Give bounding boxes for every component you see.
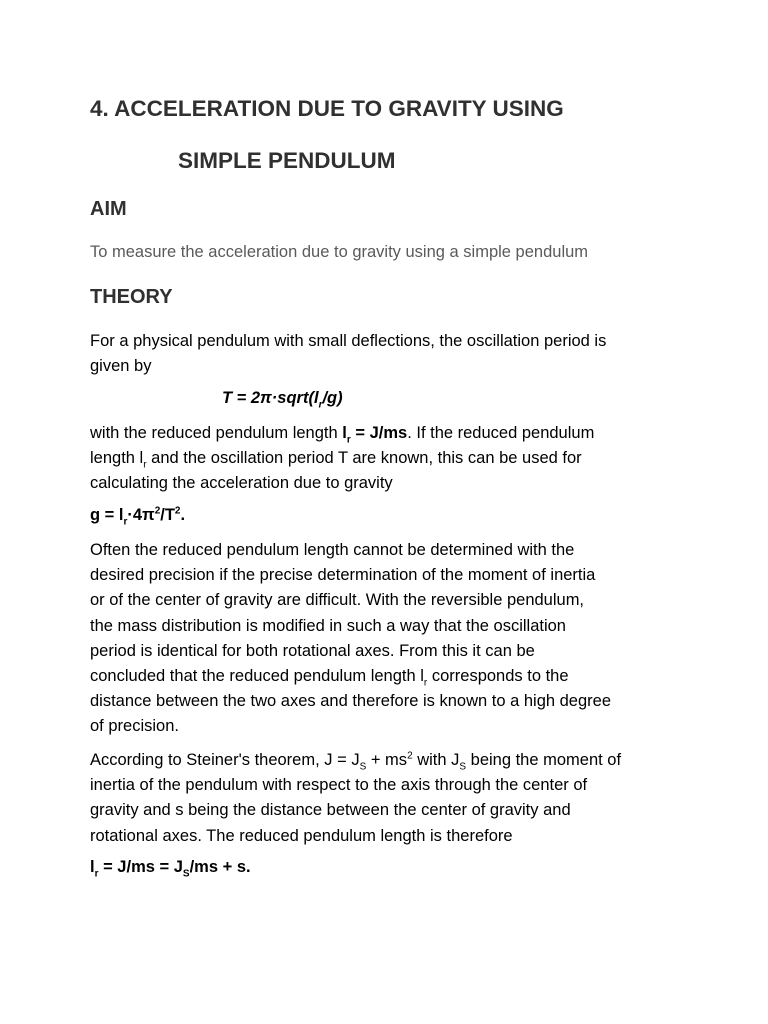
aim-text: To measure the acceleration due to gravity using a simple pendulum [90,243,589,261]
paragraph-line: For a physical pendulum with small deflections, the oscillation period is [90,332,607,350]
paragraph-line [90,421,690,446]
formula-part: = J/ms = J [98,858,183,876]
formula-subscript: r [94,868,99,880]
paragraph-line: inertia of the pendulum with respect to the axis through the center of [90,776,588,795]
formula-subscript: r [346,434,351,446]
text-run: corresponds to the [427,667,569,686]
subscript: r [423,677,428,689]
text-run: with the reduced pendulum length [90,424,343,442]
paragraph-line [90,446,690,471]
formula-subscript: S [182,868,190,880]
formula-part: l [342,424,347,442]
superscript: 2 [407,750,413,762]
formula-subscript: r [318,399,323,411]
paragraph-line: or of the center of gravity are difficult. With the reversible pendulum, [90,591,585,610]
text-run: . If the reduced pendulum [407,424,595,442]
paragraph-line: gravity and s being the distance between the center of gravity and [90,801,571,820]
paragraph-line: calculating the acceleration due to gravity [90,474,393,493]
formula-part: ·4π [127,506,155,524]
text-run: being the moment of [466,751,622,769]
formula-part: T = 2π·sqrt(l [222,389,319,407]
paragraph-line: distance between the two axes and therefore is known to a high degree [90,692,612,711]
formula-part: /g) [322,389,343,407]
paragraph-line: period is identical for both rotational axes. From this it can be [90,641,535,660]
text-run: concluded that the reduced pendulum length l [90,667,424,686]
paragraph-line: Often the reduced pendulum length cannot be determined with the [90,541,575,559]
text-run: According to Steiner's theorem, J = J [90,751,360,769]
paragraph-line [90,748,690,773]
formula-superscript: 2 [174,505,181,517]
title-line-2: SIMPLE PENDULUM [178,148,396,173]
formula-superscript: 2 [154,505,161,517]
paragraph-line: rotational axes. The reduced pendulum length is therefore [90,826,513,845]
paragraph-line: given by [90,357,152,376]
aim-heading: AIM [90,198,127,220]
formula-part: l [90,858,95,876]
paragraph-line: the mass distribution is modified in such a way that the oscillation [90,616,566,635]
period-formula [222,389,343,411]
formula-part: . [180,506,186,524]
formula-part: = J/ms [350,424,408,442]
subscript: S [459,761,467,773]
formula-subscript: r [123,516,128,528]
title-line-1: 4. ACCELERATION DUE TO GRAVITY USING [90,96,564,121]
text-run: with J [412,751,460,769]
gravity-formula [90,505,186,528]
formula-part: g = l [90,506,124,524]
text-run: length l [90,449,144,468]
theory-paragraph-2 [90,421,690,497]
formula-part: /T [160,506,175,524]
text-run: + ms [366,751,408,769]
subscript: r [143,459,147,471]
reduced-length-formula [90,858,251,880]
inline-formula [342,424,408,446]
subscript: S [359,761,367,773]
theory-paragraph-1 [90,329,690,379]
theory-paragraph-4 [90,748,690,849]
paragraph-line: desired precision if the precise determination of the moment of inertia [90,566,596,585]
text-run: and the oscillation period T are known, this can be used for [146,449,582,468]
theory-paragraph-3 [90,538,690,740]
formula-part: /ms + s. [189,858,251,876]
paragraph-line [90,664,690,689]
theory-heading: THEORY [90,286,173,308]
paragraph-line: of precision. [90,717,179,736]
